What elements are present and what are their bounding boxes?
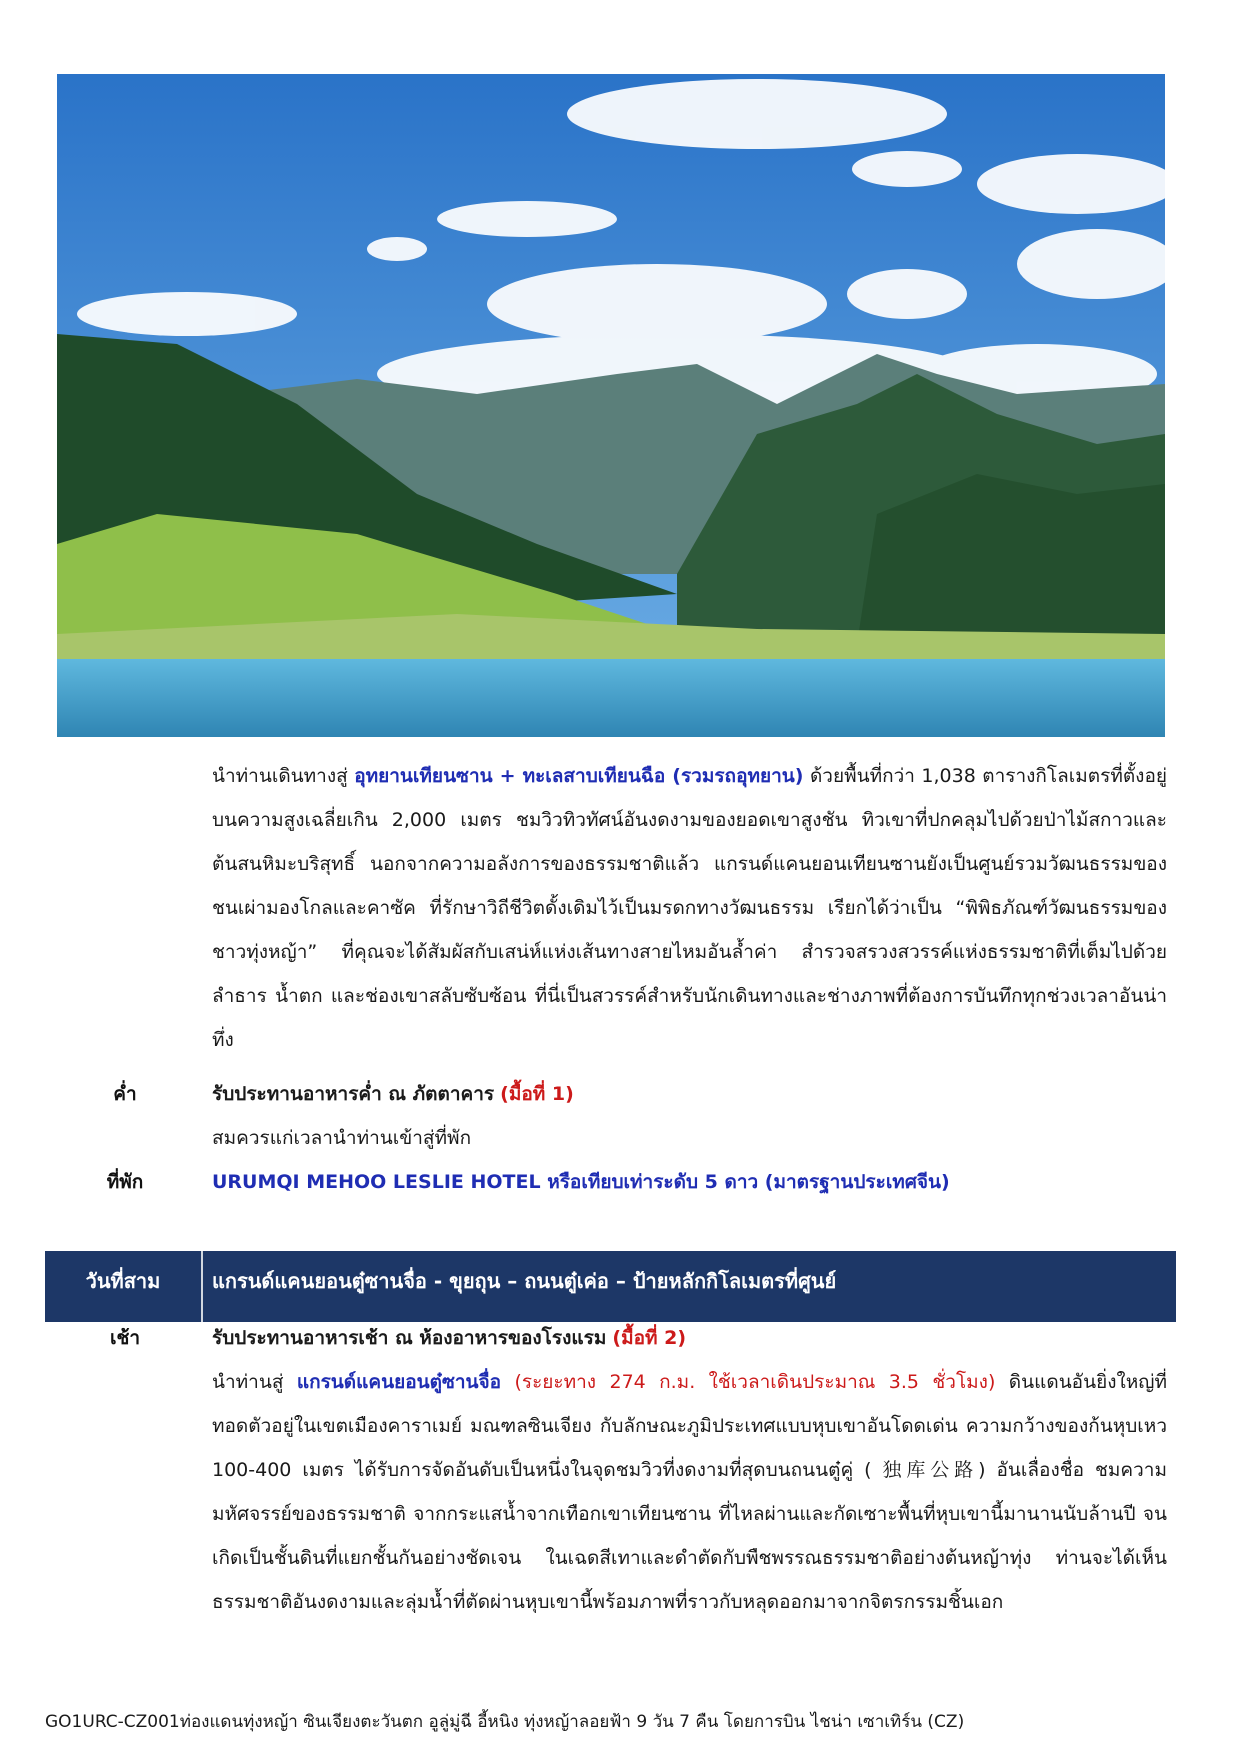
day3-label: วันที่สาม <box>85 1269 161 1293</box>
hotel-text: URUMQI MEHOO LESLIE HOTEL หรือเทียบเท่าระดับ 5 ดาว (มาตรฐานประเทศจีน) <box>212 1171 950 1193</box>
day3-title: แกรนด์แคนยอนตู๋ซานจื่อ - ขุยถุน – ถนนตู๋เค่อ – ป้ายหลักกิโลเมตรที่ศูนย์ <box>212 1269 837 1293</box>
day3-divider <box>201 1251 203 1322</box>
day3-header-bar <box>45 1251 1176 1322</box>
dinner-note: สมควรแก่เวลานำท่านเข้าสู่ที่พัก <box>212 1127 472 1149</box>
lake <box>57 659 1165 737</box>
morning-row <box>212 1316 1167 1360</box>
page-footer: GO1URC-CZ001ท่องแดนทุ่งหญ้า ซินเจียงตะวันตก อูลู่มู่ฉี อี้หนิง ทุ่งหญ้าลอยฟ้า 9 วัน 7 คืน โดยการบิน ไชน่า เซาเทิร์น (CZ) <box>45 1712 965 1732</box>
dinner-row <box>212 1072 1167 1116</box>
day2-body: ด้วยพื้นที่กว่า 1,038 ตารางกิโลเมตรที่ตั้งอยู่บนความสูงเฉลี่ยเกิน 2,000 เมตร ชมวิวทิวทัศน์อันงดงามของยอดเขาสูงชัน ทิวเขาที่ปกคลุมไปด้วยป่าไม้สกาวและต้นสนหิมะบริสุทธิ์ นอกจากความอลังการของธรรมชาติแล้ว แกรนด์แคนยอนเทียนซานยังเป็นศูนย์รวมวัฒนธรรมของชนเผ่ามองโกลและคาซัค ที่รักษาวิถีชีวิตดั้งเดิมไว้เป็นมรดกทางวัฒนธรรม เรียกได้ว่าเป็น “พิพิธภัณฑ์วัฒนธรรมของชาวทุ่งหญ้า” ที่คุณจะได้สัมผัสกับเสน่ห์แห่งเส้นทางสายไหมอันล้ำค่า สำรวจสรวงสวรรค์แห่งธรรมชาติที่เต็มไปด้วยลำธาร น้ำตก และช่องเขาสลับซับซ้อน ที่นี่เป็นสวรรค์สำหรับนักเดินทางและช่างภาพที่ต้องการบันทึกทุกช่วงเวลาอันน่าทึ่ง <box>212 765 1167 1051</box>
landscape-illustration <box>57 74 1165 737</box>
day2-description <box>212 754 1167 1062</box>
hotel-label: ที่พัก <box>106 1171 144 1193</box>
day3-distance: (ระยะทาง 274 ก.ม. ใช้เวลาเดินประมาณ 3.5 ชั่วโมง) <box>514 1371 996 1393</box>
morning-text: รับประทานอาหารเช้า ณ ห้องอาหารของโรงแรม <box>212 1327 607 1349</box>
day3-description <box>212 1360 1167 1624</box>
day2-intro: นำท่านเดินทางสู่ <box>212 765 348 787</box>
mountain-lake-photo <box>57 74 1165 737</box>
day3-body: ดินแดนอันยิ่งใหญ่ที่ทอดตัวอยู่ในเขตเมืองคาราเมย์ มณฑลซินเจียง กับลักษณะภูมิประเทศแบบหุบเขาอันโดดเด่น ความกว้างของก้นหุบเหว 100-400 เมตร ได้รับการจัดอันดับเป็นหนึ่งในจุดชมวิวที่งดงามที่สุดบนถนนตู๋คู่ ( 独库公路) อันเลื่องชื่อ ชมความมหัศจรรย์ของธรรมชาติ จากกระแสน้ำจากเทือกเขาเทียนซาน ที่ไหลผ่านและกัดเซาะพื้นที่หุบเขานี้มานานนับล้านปี จนเกิดเป็นชั้นดินที่แยกชั้นกันอย่างชัดเจน ในเฉดสีเทาและดำตัดกับพืชพรรณธรรมชาติอย่างต้นหญ้าทุ่ง ท่านจะได้เห็นธรรมชาติอันงดงามและลุ่มน้ำที่ตัดผ่านหุบเขานี้พร้อมภาพที่ราวกับหลุดออกมาจากจิตรกรรมชิ้นเอก <box>212 1371 1168 1613</box>
dinner-label: ค่ำ <box>113 1083 137 1105</box>
day3-highlight: แกรนด์แคนยอนตู๋ซานจื่อ <box>296 1371 502 1393</box>
dinner-text: รับประทานอาหารค่ำ ณ ภัตตาคาร <box>212 1083 495 1105</box>
day2-highlight: อุทยานเทียนซาน + ทะเลสาบเทียนฉือ (รวมรถอุทยาน) <box>354 765 804 787</box>
morning-meal-number: (มื้อที่ 2) <box>612 1327 687 1349</box>
day3-intro: นำท่านสู่ <box>212 1371 284 1393</box>
morning-label: เช้า <box>109 1327 141 1349</box>
dinner-meal-number: (มื้อที่ 1) <box>500 1083 574 1105</box>
